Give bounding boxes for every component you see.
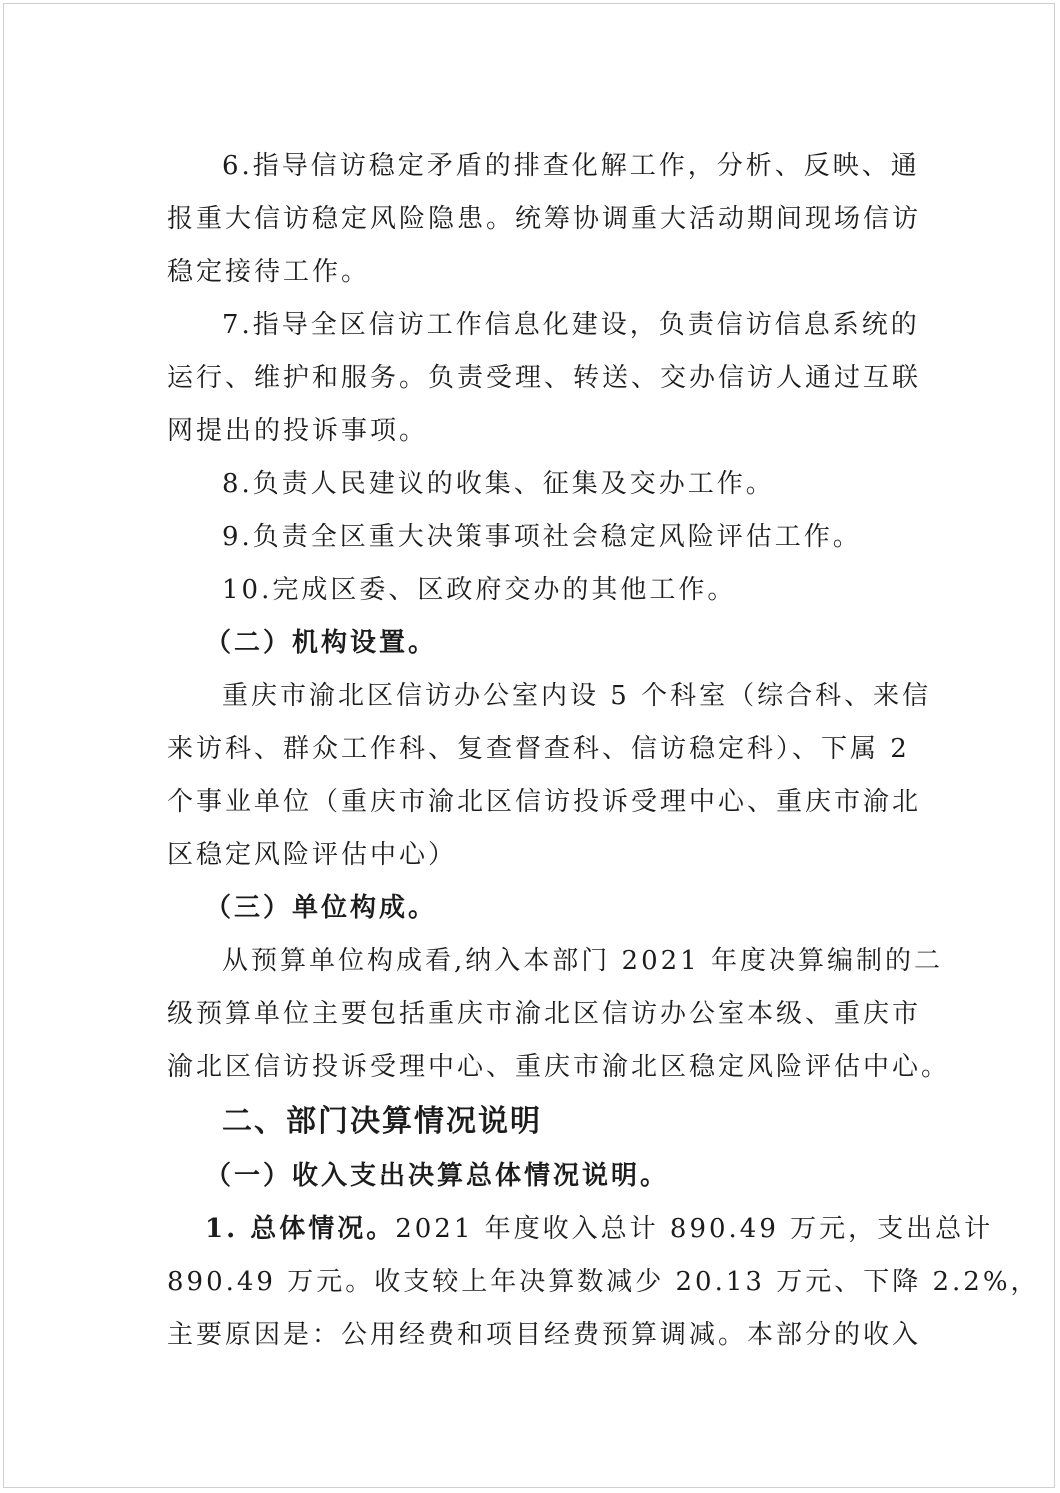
- paragraph-line: 运行、维护和服务。负责受理、转送、交办信访人通过互联: [167, 363, 922, 393]
- paragraph-line: 从预算单位构成看,纳入本部门 2021 年度决算编制的二: [222, 946, 943, 976]
- paragraph-line: [167, 1203, 994, 1256]
- paragraph-line: 主要原因是：公用经费和项目经费预算调减。本部分的收入: [167, 1320, 922, 1350]
- paragraph-line: 区稳定风险评估中心）: [167, 840, 458, 870]
- paragraph-line: 报重大信访稳定风险隐患。统筹协调重大活动期间现场信访: [167, 204, 922, 234]
- paragraph-line: 网提出的投诉事项。: [167, 416, 429, 446]
- section-heading: （一）收入支出决算总体情况说明。: [205, 1161, 670, 1191]
- paragraph-line: 10.完成区委、区政府交办的其他工作。: [222, 575, 737, 605]
- section-heading: （三）单位构成。: [205, 893, 438, 923]
- overall-text: 2021 年度收入总计 890.49 万元，支出总计: [395, 1214, 994, 1244]
- paragraph-line: 8.负责人民建议的收集、征集及交办工作。: [222, 469, 775, 499]
- paragraph-line: 稳定接待工作。: [167, 257, 371, 287]
- chapter-heading: 二、部门决算情况说明: [222, 1104, 542, 1139]
- paragraph-line: 重庆市渝北区信访办公室内设 5 个科室（综合科、来信: [222, 681, 932, 711]
- paragraph-line: 个事业单位（重庆市渝北区信访投诉受理中心、重庆市渝北: [167, 787, 922, 817]
- paragraph-line: 890.49 万元。收支较上年决算数减少 20.13 万元、下降 2.2%，: [167, 1267, 1040, 1297]
- paragraph-line: 7.指导全区信访工作信息化建设，负责信访信息系统的: [222, 310, 920, 340]
- overall-label: 1. 总体情况。: [205, 1214, 396, 1244]
- section-heading: （二）机构设置。: [205, 628, 438, 658]
- paragraph-line: 9.负责全区重大决策事项社会稳定风险评估工作。: [222, 522, 862, 552]
- document-body: [167, 140, 1040, 1362]
- paragraph-line: 渝北区信访投诉受理中心、重庆市渝北区稳定风险评估中心。: [167, 1052, 951, 1082]
- paragraph-line: 6.指导信访稳定矛盾的排查化解工作，分析、反映、通: [222, 151, 920, 181]
- paragraph-line: 来访科、群众工作科、复查督查科、信访稳定科）、下属 2: [167, 734, 910, 764]
- paragraph-line: 级预算单位主要包括重庆市渝北区信访办公室本级、重庆市: [167, 999, 922, 1029]
